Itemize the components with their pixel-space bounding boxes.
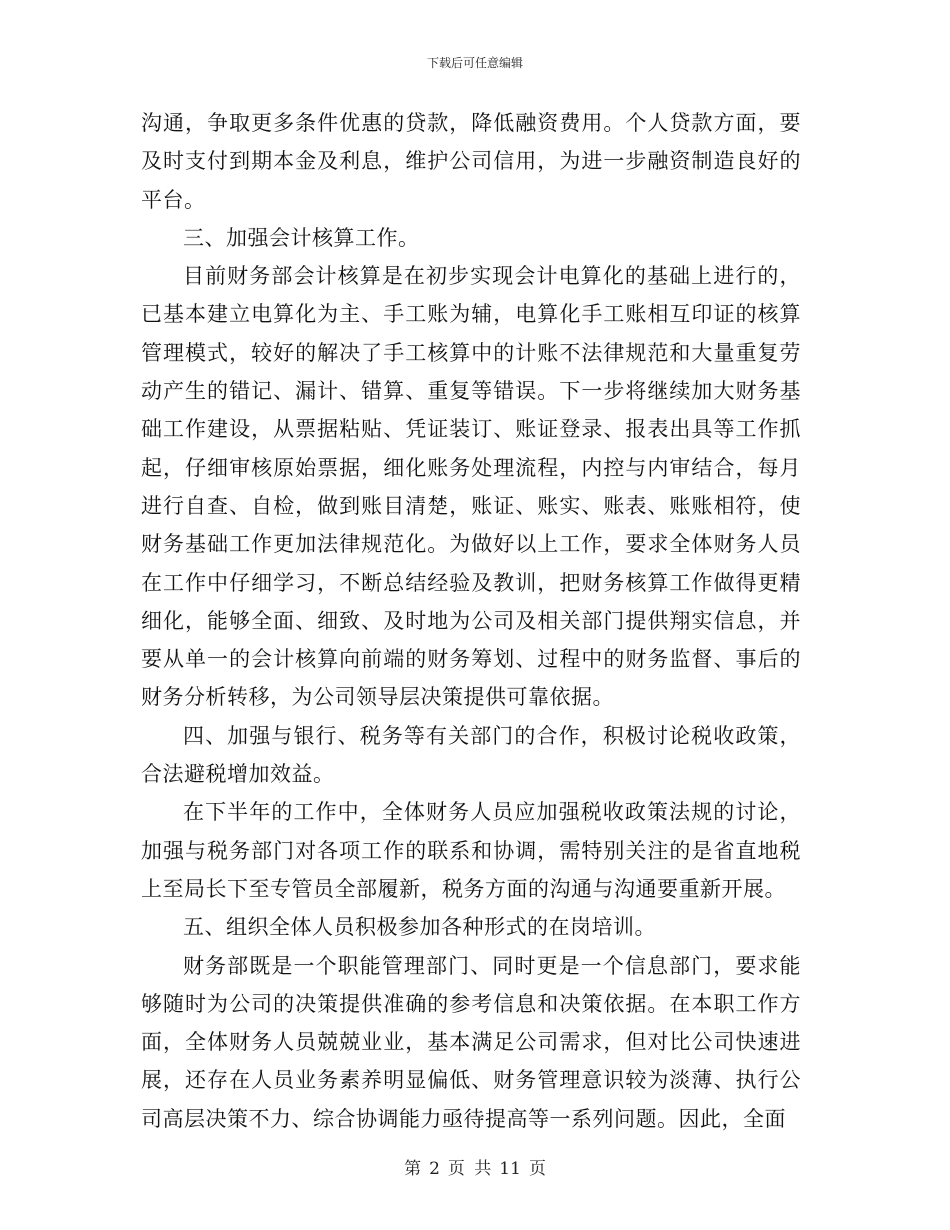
footer-page-number: 2 <box>429 1159 440 1179</box>
paragraph-training: 财务部既是一个职能管理部门、同时更是一个信息部门，要求能够随时为公司的决策提供准确的参考信息和决策依据。在本职工作方面，全体财务人员兢兢业业，基本满足公司需求，但对比公司快速进展，还存在人员业务素养明显偏低、财务管理意识较为淡薄、执行公司高层决策不力、综合协调能力亟待提高等一系列问题。因此，全面 <box>141 953 801 1131</box>
paragraph-1: 沟通，争取更多条件优惠的贷款，降低融资费用。个人贷款方面，要及时支付到期本金及利息，维护公司信用，为进一步融资制造良好的平台。 <box>141 111 801 212</box>
document-body <box>141 104 801 1138</box>
paragraph-accounting: 目前财务部会计核算是在初步实现会计电算化的基础上进行的，已基本建立电算化为主、手工账为辅，电算化手工账相互印证的核算管理模式，较好的解决了手工核算中的计账不法律规范和大量重复劳动产生的错记、漏计、错算、重复等错误。下一步将继续加大财务基础工作建设，从票据粘贴、凭证装订、账证登录、报表出具等工作抓起，仔细审核原始票据，细化账务处理流程，内控与内审结合，每月进行自查、自检，做到账目清楚，账证、账实、账表、账账相符，使财务基础工作更加法律规范化。为做好以上工作，要求全体财务人员在工作中仔细学习，不断总结经验及教训，把财务核算工作做得更精细化，能够全面、细致、及时地为公司及相关部门提供翔实信息，并要从单一的会计核算向前端的财务筹划、过程中的财务监督、事后的财务分析转移，为公司领导层决策提供可靠依据。 <box>141 264 801 710</box>
footer-total-pages: 11 <box>499 1159 521 1179</box>
page-footer <box>0 1154 950 1179</box>
footer-prefix: 第 <box>404 1159 422 1179</box>
section-heading-4: 四、加强与银行、税务等有关部门的合作，积极讨论税收政策，合法避税增加效益。 <box>141 723 801 787</box>
section-heading-5: 五、组织全体人员积极参加各种形式的在岗培训。 <box>183 915 656 940</box>
footer-middle: 页 共 <box>447 1159 492 1179</box>
section-heading-3: 三、加强会计核算工作。 <box>183 225 420 250</box>
footer-suffix: 页 <box>528 1159 546 1179</box>
page-header: 下载后可任意编辑 <box>426 56 523 70</box>
paragraph-tax: 在下半年的工作中，全体财务人员应加强税收政策法规的讨论，加强与税务部门对各项工作的联系和协调，需特别关注的是省直地税上至局长下至专管员全部履新，税务方面的沟通与沟通要重新开展。 <box>141 800 801 901</box>
